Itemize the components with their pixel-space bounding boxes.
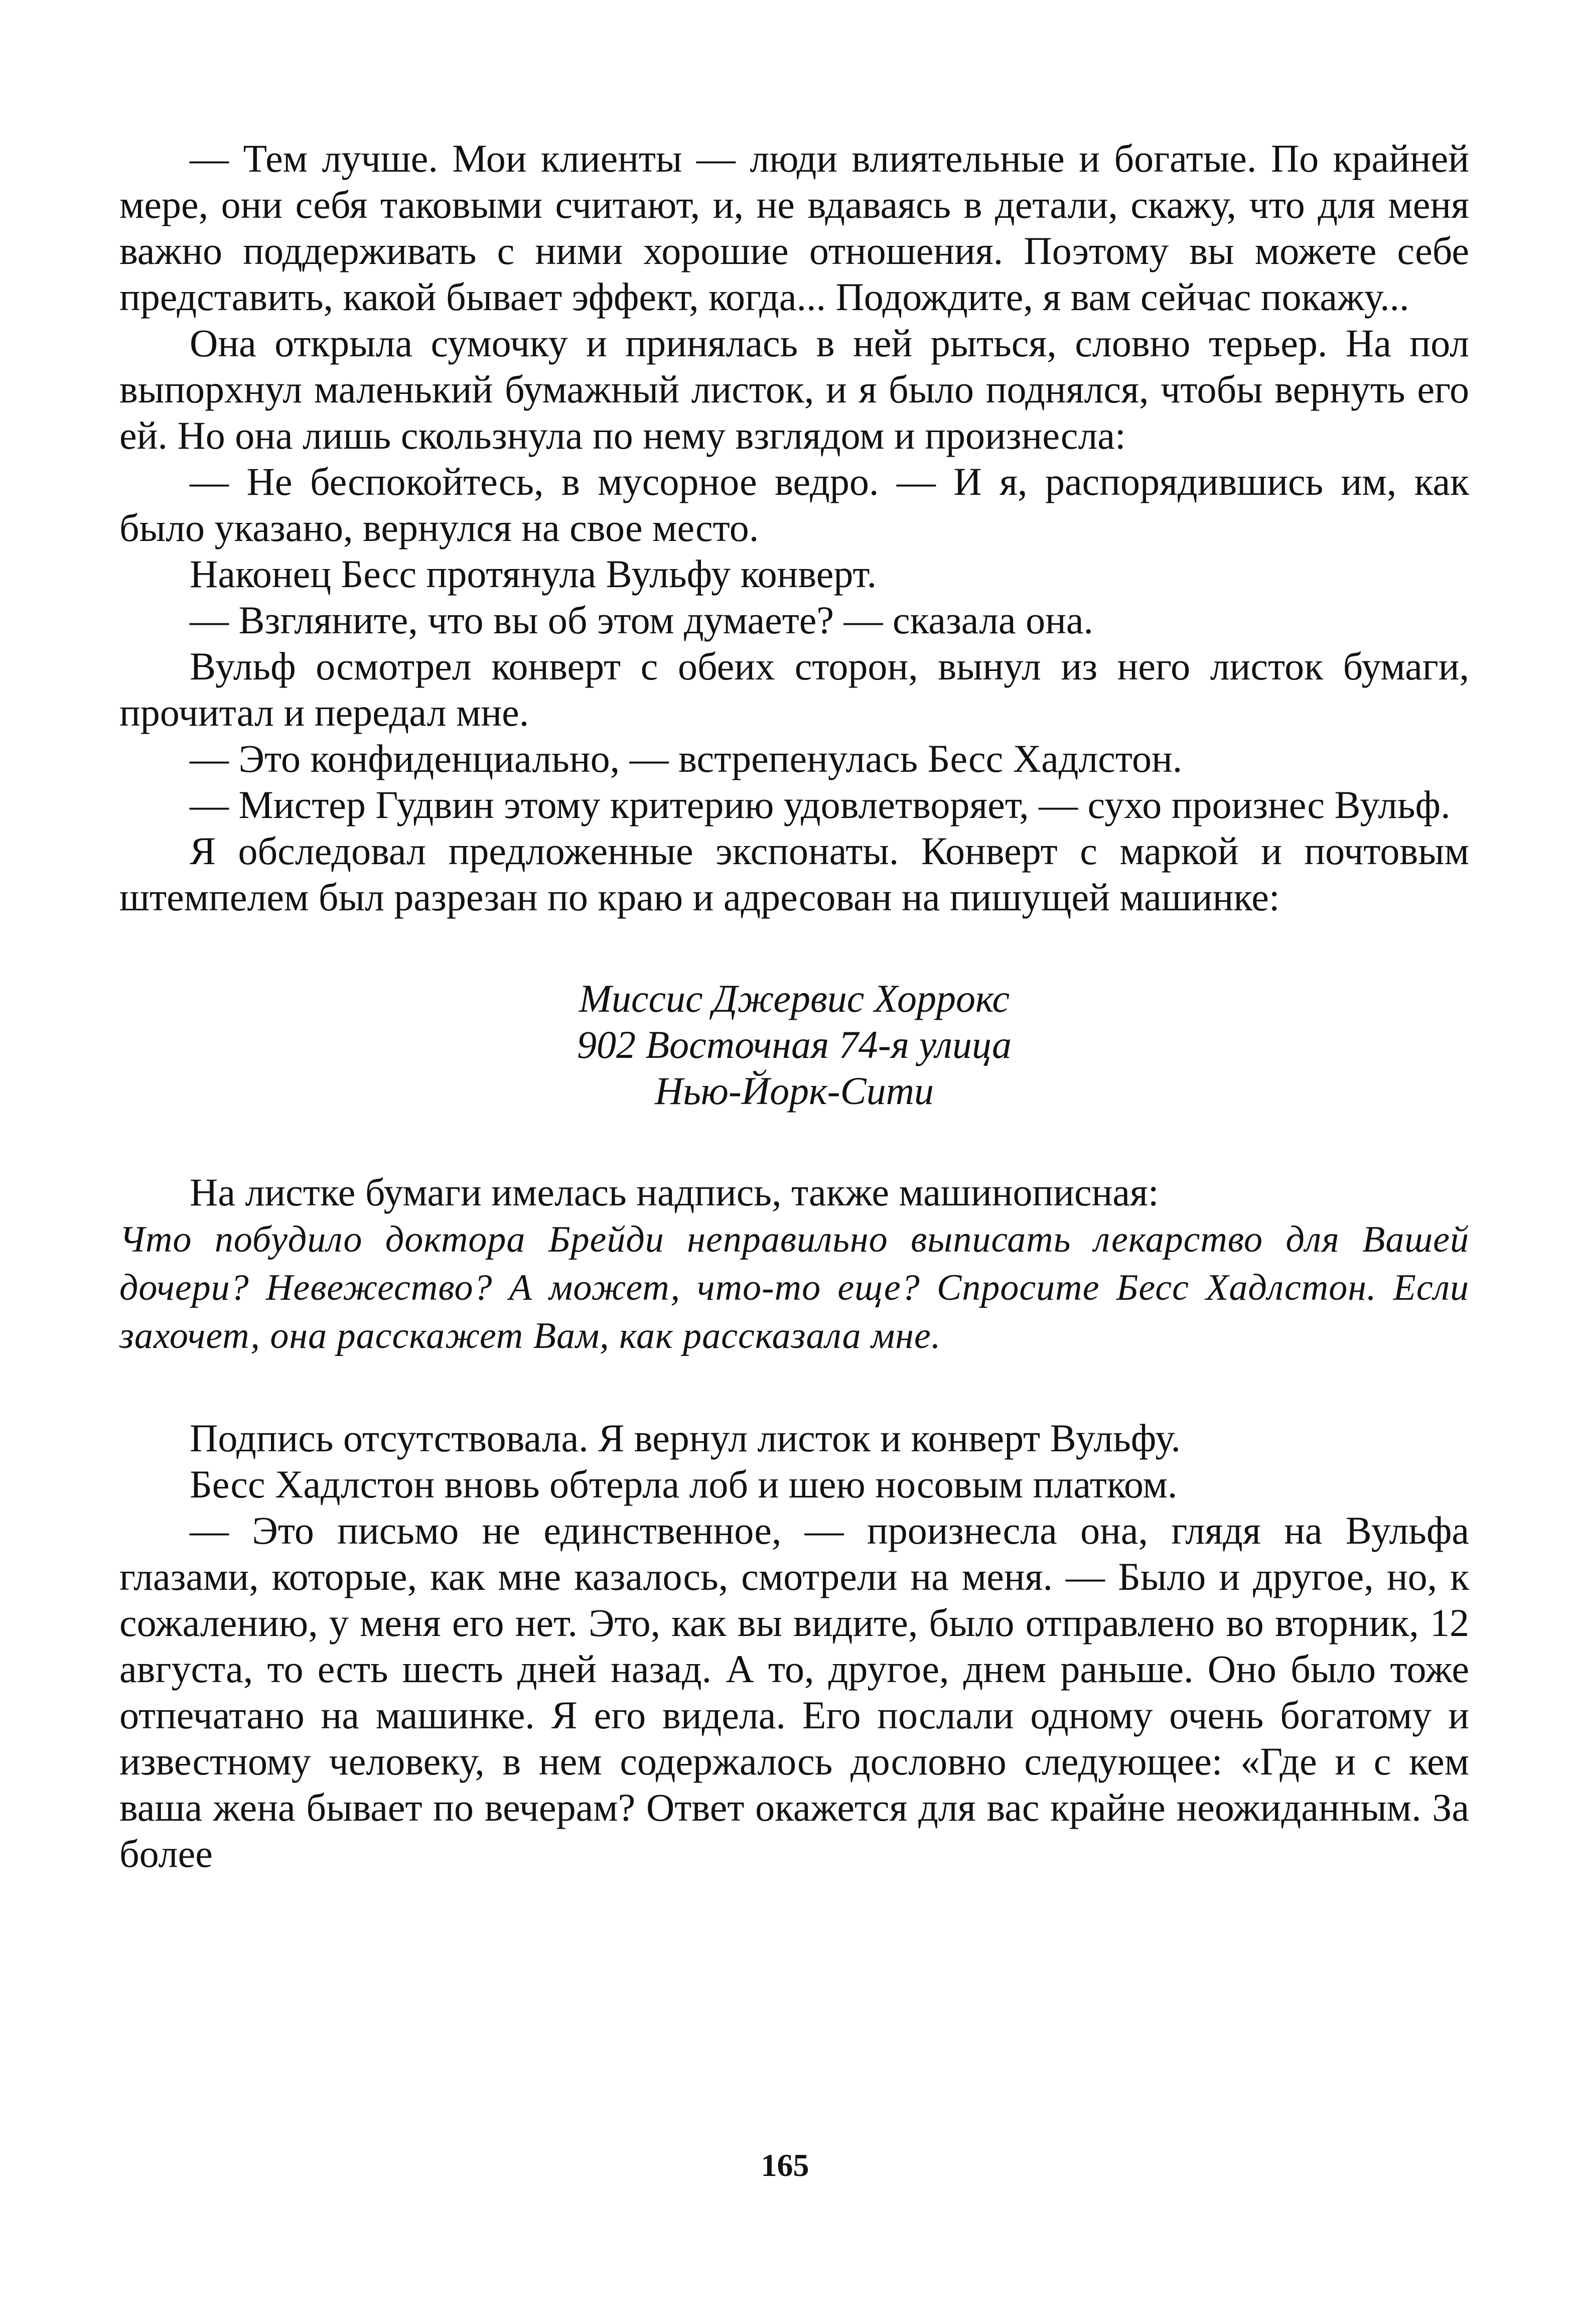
paragraph: Бесс Хадлстон вновь обтерла лоб и шею носовым платком. — [190, 1462, 1178, 1506]
paragraph: — Тем лучше. Мои клиенты — люди влиятельные и богатые. По крайней мере, они себя таковыми считают, и, не вдаваясь в детали, скажу, что для меня важно поддерживать с ними хорошие отношения. Поэтому вы можете себе представить, какой бывает эффект, когда... Подождите, я вам сейчас покажу... — [119, 136, 1469, 319]
address-line-street: 902 Восточная 74-я улица — [577, 1023, 1012, 1066]
page-body — [119, 135, 1469, 1877]
paragraph: Я обследовал предложенные экспонаты. Конверт с маркой и почтовым штемпелем был разрезан по краю и адресован на пишущей машинке: — [119, 829, 1469, 919]
paragraph: — Не беспокойтесь, в мусорное ведро. — И я, распорядившись им, как было указано, вернулся на свое место. — [119, 460, 1469, 550]
paragraph: — Это конфиденциально, — встрепенулась Бесс Хадлстон. — [190, 737, 1183, 780]
note-intro: На листке бумаги имелась надпись, также машинописная: — [190, 1170, 1159, 1214]
address-line-city: Нью-Йорк-Сити — [655, 1069, 934, 1113]
address-line-name: Миссис Джервис Хоррокс — [579, 977, 1010, 1020]
paragraph: — Мистер Гудвин этому критерию удовлетворяет, — сухо произнес Вульф. — [190, 783, 1451, 827]
paragraph: — Взгляните, что вы об этом думаете? — сказала она. — [190, 598, 1094, 642]
paragraph: Вульф осмотрел конверт с обеих сторон, вынул из него листок бумаги, прочитал и передал мне. — [119, 644, 1469, 734]
paragraph: — Это письмо не единственное, — произнесла она, глядя на Вульфа глазами, которые, как мне казалось, смотрели на меня. — Было и другое, но, к сожалению, у меня его нет. Это, как вы видите, было отправлено во вторник, 12 августа, то есть шесть дней назад. А то, другое, днем раньше. Оно было тоже отпечатано на машинке. Я его видела. Его послали одному очень богатому и известному человеку, в нем содержалось дословно следующее: «Где и с кем ваша жена бывает по вечерам? Ответ окажется для вас крайне неожиданным. За более — [119, 1509, 1469, 1875]
envelope-address — [119, 976, 1469, 1114]
paragraph: Подпись отсутствовала. Я вернул листок и конверт Вульфу. — [190, 1416, 1181, 1460]
paragraph: Она открыла сумочку и принялась в ней рыться, словно терьер. На пол выпорхнул маленький бумажный листок, и я было поднялся, чтобы вернуть его ей. Но она лишь скользнула по нему взглядом и произнесла: — [119, 321, 1469, 457]
page-number: 165 — [761, 2147, 809, 2183]
typed-letter: Что побудило доктора Брейди неправильно выписать лекарство для Вашей дочери? Невежество? А может, что-то еще? Спросите Бесс Хадлстон. Если захочет, она расскажет Вам, как рассказала мне. — [119, 1219, 1469, 1356]
paragraph: Наконец Бесс протянула Вульфу конверт. — [190, 552, 877, 596]
